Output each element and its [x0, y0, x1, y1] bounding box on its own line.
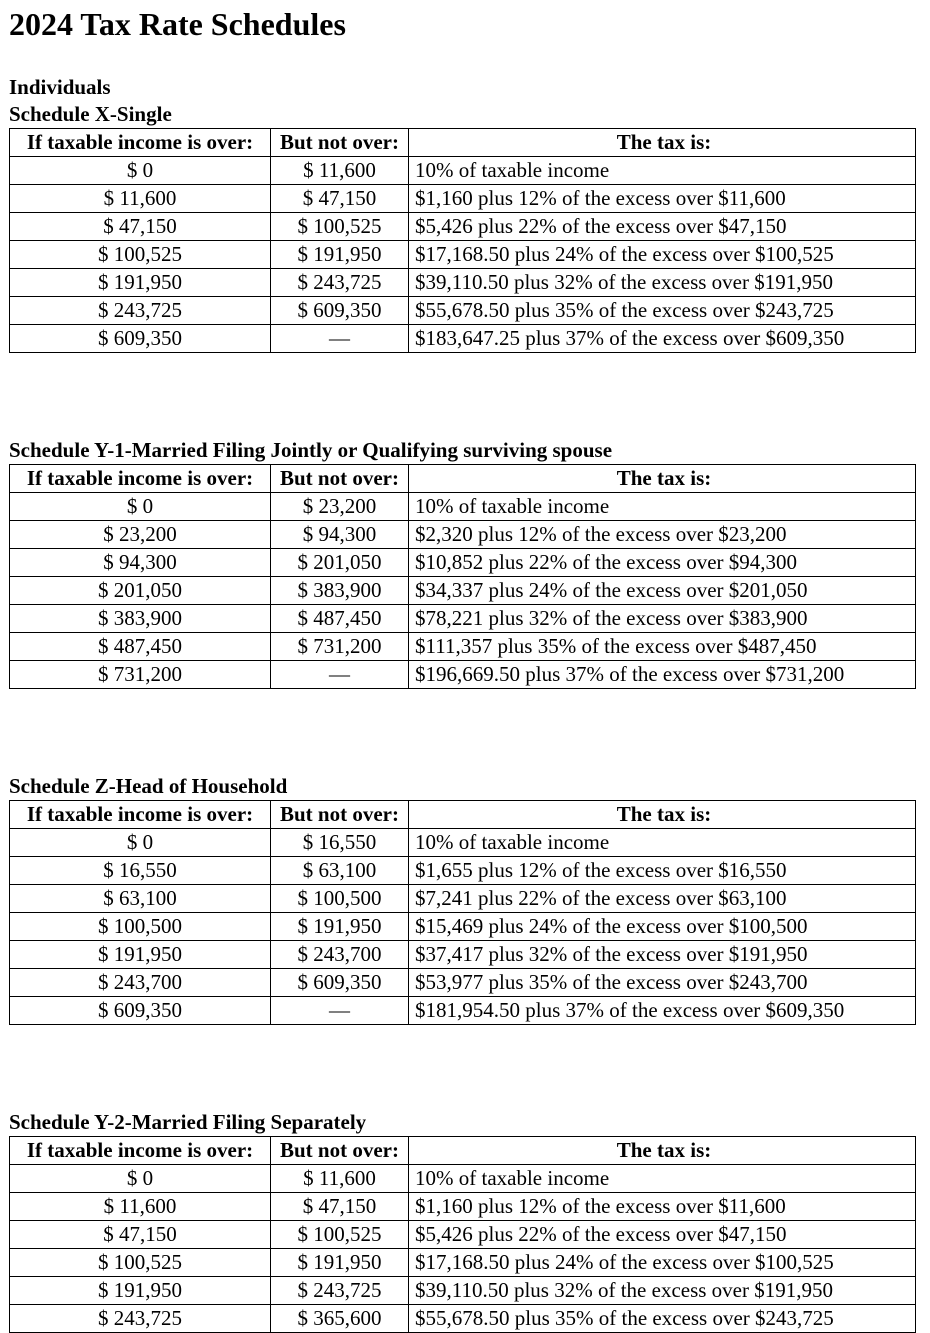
table-row [10, 185, 916, 213]
header-over: If taxable income is over: [10, 465, 271, 493]
tax-cell: $15,469 plus 24% of the excess over $100,500 [409, 913, 916, 941]
not-over-cell: $ 16,550 [271, 829, 409, 857]
over-cell: $ 731,200 [10, 661, 271, 689]
header-tax: The tax is: [409, 129, 916, 157]
schedule-title: Schedule Y-2-Married Filing Separately [9, 1110, 367, 1134]
over-cell: $ 11,600 [10, 185, 271, 213]
over-cell: $ 16,550 [10, 857, 271, 885]
tax-cell: $17,168.50 plus 24% of the excess over $100,525 [409, 241, 916, 269]
header-not-over: But not over: [271, 129, 409, 157]
header-not-over: But not over: [271, 801, 409, 829]
not-over-cell: $ 383,900 [271, 577, 409, 605]
header-over: If taxable income is over: [10, 129, 271, 157]
over-cell: $ 47,150 [10, 213, 271, 241]
not-over-cell: $ 609,350 [271, 297, 409, 325]
tax-cell: $78,221 plus 32% of the excess over $383,900 [409, 605, 916, 633]
header-not-over: But not over: [271, 465, 409, 493]
not-over-cell: $ 11,600 [271, 1165, 409, 1193]
not-over-cell: $ 23,200 [271, 493, 409, 521]
over-cell: $ 0 [10, 493, 271, 521]
tax-cell: $1,160 plus 12% of the excess over $11,600 [409, 185, 916, 213]
table-row [10, 913, 916, 941]
table-row [10, 605, 916, 633]
not-over-cell: $ 201,050 [271, 549, 409, 577]
not-over-cell: $ 243,725 [271, 1277, 409, 1305]
over-cell: $ 243,725 [10, 297, 271, 325]
table-row [10, 577, 916, 605]
over-cell: $ 100,500 [10, 913, 271, 941]
table-row [10, 269, 916, 297]
not-over-cell: $ 243,725 [271, 269, 409, 297]
over-cell: $ 201,050 [10, 577, 271, 605]
schedule-y2-block [9, 1109, 916, 1333]
tax-cell: $2,320 plus 12% of the excess over $23,200 [409, 521, 916, 549]
table-row [10, 1221, 916, 1249]
over-cell: $ 191,950 [10, 941, 271, 969]
table-row [10, 1249, 916, 1277]
schedule-x-block [9, 74, 916, 353]
tax-cell: $55,678.50 plus 35% of the excess over $243,725 [409, 297, 916, 325]
rate-table [9, 1136, 916, 1333]
table-row [10, 997, 916, 1025]
table-row [10, 1277, 916, 1305]
over-cell: $ 100,525 [10, 241, 271, 269]
header-row [10, 1137, 916, 1165]
over-cell: $ 47,150 [10, 1221, 271, 1249]
table-row [10, 325, 916, 353]
table-row [10, 521, 916, 549]
over-cell: $ 383,900 [10, 605, 271, 633]
over-cell: $ 63,100 [10, 885, 271, 913]
tax-cell: $53,977 plus 35% of the excess over $243,700 [409, 969, 916, 997]
not-over-cell: $ 609,350 [271, 969, 409, 997]
rate-table [9, 800, 916, 1025]
not-over-cell: $ 100,500 [271, 885, 409, 913]
tax-cell: $181,954.50 plus 37% of the excess over $609,350 [409, 997, 916, 1025]
table-row [10, 493, 916, 521]
tax-cell: $55,678.50 plus 35% of the excess over $243,725 [409, 1305, 916, 1333]
header-not-over: But not over: [271, 1137, 409, 1165]
header-tax: The tax is: [409, 1137, 916, 1165]
over-cell: $ 243,725 [10, 1305, 271, 1333]
header-row [10, 465, 916, 493]
not-over-cell: $ 100,525 [271, 213, 409, 241]
not-over-cell: $ 731,200 [271, 633, 409, 661]
table-row [10, 829, 916, 857]
tax-cell: $183,647.25 plus 37% of the excess over $609,350 [409, 325, 916, 353]
tax-cell: $37,417 plus 32% of the excess over $191,950 [409, 941, 916, 969]
not-over-cell: $ 47,150 [271, 185, 409, 213]
table-row [10, 549, 916, 577]
over-cell: $ 11,600 [10, 1193, 271, 1221]
rate-table [9, 128, 916, 353]
not-over-cell: $ 243,700 [271, 941, 409, 969]
over-cell: $ 94,300 [10, 549, 271, 577]
over-cell: $ 0 [10, 157, 271, 185]
over-cell: $ 609,350 [10, 997, 271, 1025]
table-row [10, 241, 916, 269]
over-cell: $ 100,525 [10, 1249, 271, 1277]
header-row [10, 129, 916, 157]
not-over-cell: — [271, 997, 409, 1025]
table-row [10, 941, 916, 969]
not-over-cell: $ 94,300 [271, 521, 409, 549]
tax-cell: 10% of taxable income [409, 1165, 916, 1193]
tax-cell: $196,669.50 plus 37% of the excess over $731,200 [409, 661, 916, 689]
not-over-cell: $ 100,525 [271, 1221, 409, 1249]
not-over-cell: $ 191,950 [271, 241, 409, 269]
not-over-cell: $ 191,950 [271, 913, 409, 941]
over-cell: $ 0 [10, 1165, 271, 1193]
header-tax: The tax is: [409, 465, 916, 493]
over-cell: $ 609,350 [10, 325, 271, 353]
not-over-cell: — [271, 661, 409, 689]
tax-cell: 10% of taxable income [409, 493, 916, 521]
schedule-title: Schedule X-Single [9, 102, 172, 126]
not-over-cell: $ 63,100 [271, 857, 409, 885]
not-over-cell: $ 487,450 [271, 605, 409, 633]
individuals-label: Individuals [9, 75, 111, 99]
over-cell: $ 191,950 [10, 269, 271, 297]
table-row [10, 661, 916, 689]
schedule-title: Schedule Z-Head of Household [9, 774, 288, 798]
schedule-z-block [9, 773, 916, 1025]
table-row [10, 969, 916, 997]
tax-cell: $111,357 plus 35% of the excess over $487,450 [409, 633, 916, 661]
table-row [10, 297, 916, 325]
tax-cell: $1,655 plus 12% of the excess over $16,550 [409, 857, 916, 885]
over-cell: $ 0 [10, 829, 271, 857]
not-over-cell: $ 191,950 [271, 1249, 409, 1277]
table-row [10, 633, 916, 661]
tax-cell: $10,852 plus 22% of the excess over $94,300 [409, 549, 916, 577]
tax-cell: 10% of taxable income [409, 157, 916, 185]
tax-cell: $5,426 plus 22% of the excess over $47,150 [409, 213, 916, 241]
table-row [10, 1305, 916, 1333]
table-row [10, 1193, 916, 1221]
page-title: 2024 Tax Rate Schedules [9, 6, 346, 42]
not-over-cell: $ 365,600 [271, 1305, 409, 1333]
tax-cell: $1,160 plus 12% of the excess over $11,600 [409, 1193, 916, 1221]
tax-cell: $5,426 plus 22% of the excess over $47,150 [409, 1221, 916, 1249]
tax-cell: $34,337 plus 24% of the excess over $201,050 [409, 577, 916, 605]
tax-cell: $7,241 plus 22% of the excess over $63,100 [409, 885, 916, 913]
not-over-cell: — [271, 325, 409, 353]
over-cell: $ 243,700 [10, 969, 271, 997]
tax-cell: $17,168.50 plus 24% of the excess over $100,525 [409, 1249, 916, 1277]
header-row [10, 801, 916, 829]
rate-table [9, 464, 916, 689]
tax-cell: $39,110.50 plus 32% of the excess over $191,950 [409, 269, 916, 297]
not-over-cell: $ 47,150 [271, 1193, 409, 1221]
tax-cell: $39,110.50 plus 32% of the excess over $191,950 [409, 1277, 916, 1305]
schedule-y1-block [9, 437, 916, 689]
table-row [10, 857, 916, 885]
over-cell: $ 191,950 [10, 1277, 271, 1305]
header-over: If taxable income is over: [10, 1137, 271, 1165]
header-over: If taxable income is over: [10, 801, 271, 829]
not-over-cell: $ 11,600 [271, 157, 409, 185]
schedule-title: Schedule Y-1-Married Filing Jointly or Qualifying surviving spouse [9, 438, 613, 462]
table-row [10, 885, 916, 913]
table-row [10, 213, 916, 241]
tax-cell: 10% of taxable income [409, 829, 916, 857]
header-tax: The tax is: [409, 801, 916, 829]
over-cell: $ 487,450 [10, 633, 271, 661]
table-row [10, 1165, 916, 1193]
over-cell: $ 23,200 [10, 521, 271, 549]
table-row [10, 157, 916, 185]
